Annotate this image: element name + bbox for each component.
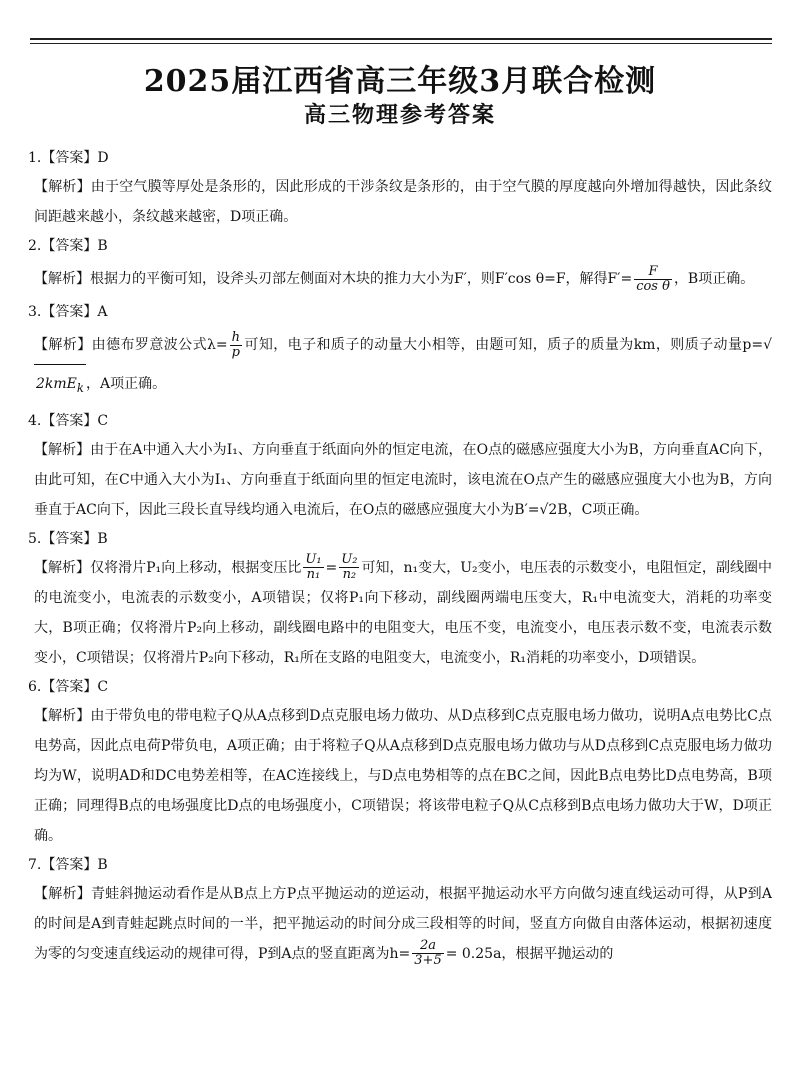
fraction-f-over-cos [634,265,672,294]
answer-3: 3.【答案】A [28,304,108,320]
fraction-numerator: U₁ [305,552,322,568]
question-5 [26,529,772,673]
explanation-5 [26,553,772,673]
explanation-7-tail: = 0.25a，根据平抛运动的 [445,945,614,962]
fraction-denominator: n₂ [342,567,357,583]
question-1 [26,148,772,232]
fraction-2a-over-8 [412,939,443,968]
question-4 [26,411,772,525]
fraction-denominator: n₁ [306,567,321,583]
fraction-h-over-p [230,331,242,360]
explanation-5-tail: 可知，n₁变大，U₂变小，电压表的示数变小，电阻恒定，副线圈中的电流变小，电流表的示数变小，A项错误；仅将P₁向下移动，副线圈两端电压变大，R₁中电流变大，消耗的功率变大，B项正确；仅将滑片P₂向上移动，副线圈电路中的电阻变大，电压不变，电流变小，电压表示数不变，电流表示数变小，C项错误；仅将滑片P₂向下移动，R₁所在支路的电阻变大，电流变小，R₁消耗的功率变小，D项错误。 [34,559,773,666]
explanation-4: 【解析】由于在A中通入大小为I₁、方向垂直于纸面向外的恒定电流，在O点的磁感应强度大小为B，方向垂直AC向下，由此可知，在C中通入大小为I₁、方向垂直于纸面向里的恒定电流时，该电流在O点产生的磁感应强度大小也为B，方向垂直于AC向下，因此三段长直导线均通入电流后，在O点的磁感应强度大小为B′=√2B，C项正确。 [34,441,772,518]
page-subtitle: 高三物理参考答案 [303,103,496,128]
explanation-2-text: 【解析】根据力的平衡可知，设斧头刃部左侧面对木块的推力大小为F′，则F′cos θ=F，解得F′= [34,271,633,287]
question-3 [26,302,772,407]
fraction-numerator: F [634,265,672,280]
answer-6: 6.【答案】C [28,678,109,695]
explanation-1: 【解析】由于空气膜等厚处是条形的，因此形成的干涉条纹是条形的，由于空气膜的厚度越向外增加得越快，因此条纹间距越来越小，条纹越来越密，D项正确。 [34,179,772,225]
explanation-2 [26,260,772,298]
sqrt-body: 2kmE [36,376,77,392]
explanation-2-tail: ，B项正确。 [673,271,755,287]
answer-4: 4.【答案】C [28,412,109,429]
answer-1: 1.【答案】D [28,150,109,166]
explanation-3-text: 【解析】由德布罗意波公式λ= [34,337,228,353]
fraction-denominator: p [231,344,240,360]
explanation-6: 【解析】由于带负电的带电粒子Q从A点移到D点克服电场力做功、从D点移到C点克服电场力做功，说明A点电势比C点电势高，因此点电荷P带负电，A项正确；由于将粒子Q从A点移到D点克服电场力做功与从D点移到C点克服电场力做功均为W，说明AD和DC电势差相等，在AC连接线上，与D点电势相等的点在BC之间，因此B点电势比D点电势高，B项正确；同理得B点的电场强度比D点的电场强度小，C项错误；将该带电粒子Q从C点移到B点电场力做功大于W，D项正确。 [34,707,772,844]
fraction-numerator: U₂ [341,552,358,568]
fraction-u1-over-n1 [303,553,323,582]
top-rule-thin [30,43,772,44]
sqrt-subscript: k [76,380,84,395]
top-rule [30,38,772,40]
question-6 [26,677,772,851]
explanation-3 [26,326,772,407]
sqrt-sign: √ [763,337,772,353]
fraction-denominator: cos θ [636,278,670,294]
question-2 [26,236,772,298]
answer-2: 2.【答案】B [28,238,108,254]
sqrt-expression [34,364,86,407]
explanation-3-mid: 可知，电子和质子的动量大小相等，由题可知，质子的质量为km，则质子动量p= [244,337,764,353]
fraction-numerator: h [231,329,240,345]
fraction-u2-over-n2 [339,553,359,582]
explanation-5-text: 【解析】仅将滑片P₁向上移动，根据变压比 [34,559,302,576]
answer-7: 7.【答案】B [28,856,108,873]
equals-sign: = [325,559,338,576]
explanation-7 [26,879,772,969]
fraction-denominator: 3+5 [414,953,442,969]
answer-5: 5.【答案】B [28,530,108,547]
fraction-numerator: 2a [412,939,443,954]
explanation-7-text: 【解析】青蛙斜抛运动看作是从B点上方P点平抛运动的逆运动，根据平抛运动水平方向做匀速直线运动可得，从P到A的时间是A到青蛙起跳点时间的一半，把平抛运动的时间分成三段相等的时间，竖直方向做自由落体运动，根据初速度为零的匀变速直线运动的规律可得，P到A点的竖直距离为h= [34,885,772,962]
page-title: 2025届江西省高三年级3月联合检测 [143,64,657,99]
explanation-3-tail: ，A项正确。 [85,376,167,392]
question-7 [26,855,772,969]
answer-list [26,148,772,973]
